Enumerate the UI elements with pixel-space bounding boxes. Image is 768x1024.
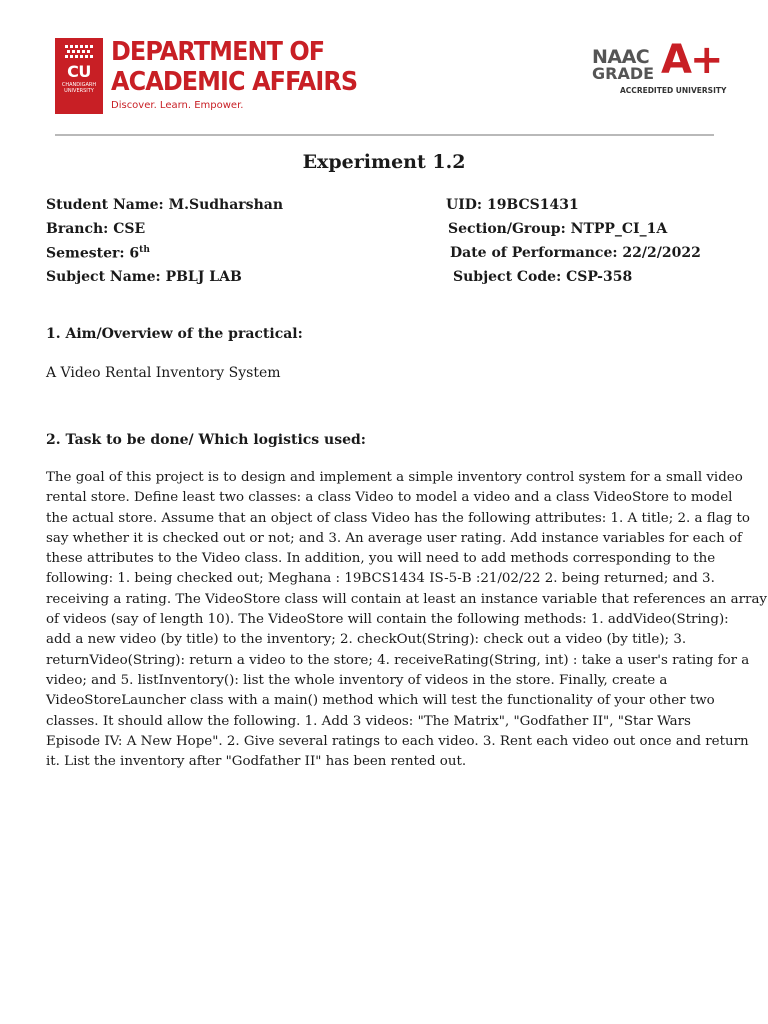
task-line: add a new video (by title) to the inventory; 2. checkOut(String): check out a video (by title); 3. [46,632,687,648]
task-line: these attributes to the Video class. In addition, you will need to add methods corresponding to the [46,551,716,567]
date-label: Date of Performance: [450,245,618,261]
task-line: it. List the inventory after "Godfather II" has been rented out. [46,754,467,770]
task-line: returnVideo(String): return a video to the store; 4. receiveRating(String, int) : take a user's rating for a [46,652,750,668]
uid-label: UID: [446,197,483,213]
subject-name-label: Subject Name: [46,269,161,285]
section-row [448,221,667,237]
grade-label: GRADE [592,64,655,83]
grade-value: A+ [661,37,722,83]
date-value: 22/2/2022 [622,245,701,261]
semester-suffix: th [139,245,150,255]
aim-text: A Video Rental Inventory System [46,365,281,381]
section-value: NTPP_CI_1A [570,221,668,237]
cu-logo [55,38,103,114]
task-line: following: 1. being checked out; Meghana : 19BCS1434 IS-5-B :21/02/22 2. being returned; and 3. [46,571,715,587]
department-tagline: Discover. Learn. Empower. [111,100,244,111]
student-name-label: Student Name: [46,197,164,213]
uid-row [446,197,579,213]
page-title: Experiment 1.2 [302,151,466,173]
department-title-line2: ACADEMIC AFFAIRS [111,67,358,97]
semester-label: Semester: [46,245,125,262]
task-line: say whether it is checked out or not; and 3. An average user rating. Add instance variables for each of [46,530,742,546]
subject-code-value: CSP-358 [566,269,633,285]
task-line: receiving a rating. The VideoStore class will contain at least an instance variable that references an array [46,591,768,607]
subject-code-row [453,269,632,285]
task-line: Episode IV: A New Hope". 2. Give several ratings to each video. 3. Rent each video out once and return [46,733,749,749]
accredited-label: ACCREDITED UNIVERSITY [620,86,727,95]
task-line: the actual store. Assume that an object of class Video has the following attributes: 1. A title; 2. a flag to [46,510,750,526]
department-title-line1: DEPARTMENT OF [111,37,325,67]
subject-code-label: Subject Code: [453,269,562,285]
student-name-row [46,197,283,213]
task-line: The goal of this project is to design and implement a simple inventory control system for a small video [46,470,743,485]
student-name-value: M.Sudharshan [168,197,283,213]
date-row [450,245,701,261]
naac-label: NAAC [592,46,650,68]
task-description [46,468,768,772]
task-line: rental store. Define least two classes: a class Video to model a video and a class VideoStore to model [46,490,733,506]
subject-name-value: PBLJ LAB [165,269,242,285]
task-line: video; and 5. listInventory(): list the whole inventory of videos in the store. Finally, create a [46,672,668,688]
semester-value: 6 [129,245,140,262]
task-line: VideoStoreLauncher class with a main() method which will test the functionality of your other two [46,693,715,709]
branch-value: CSE [113,221,146,237]
aim-heading: 1. Aim/Overview of the practical: [46,326,303,342]
task-line: of videos (say of length 10). The VideoStore will contain the following methods: 1. addVideo(String): [46,612,729,628]
logo-pattern-icon [63,43,95,61]
uid-value: 19BCS1431 [486,197,579,213]
task-line: classes. It should allow the following. 1. Add 3 videos: "The Matrix", "Godfather II", "Star Wars [46,713,691,729]
branch-label: Branch: [46,221,109,237]
section-label: Section/Group: [448,221,566,237]
semester-row [46,245,150,262]
logo-subtext: CHANDIGARH UNIVERSITY [61,82,97,94]
logo-text: CU [67,62,91,81]
branch-row [46,221,145,237]
header-divider [55,134,714,136]
task-heading: 2. Task to be done/ Which logistics used: [46,432,366,448]
subject-name-row [46,269,242,285]
